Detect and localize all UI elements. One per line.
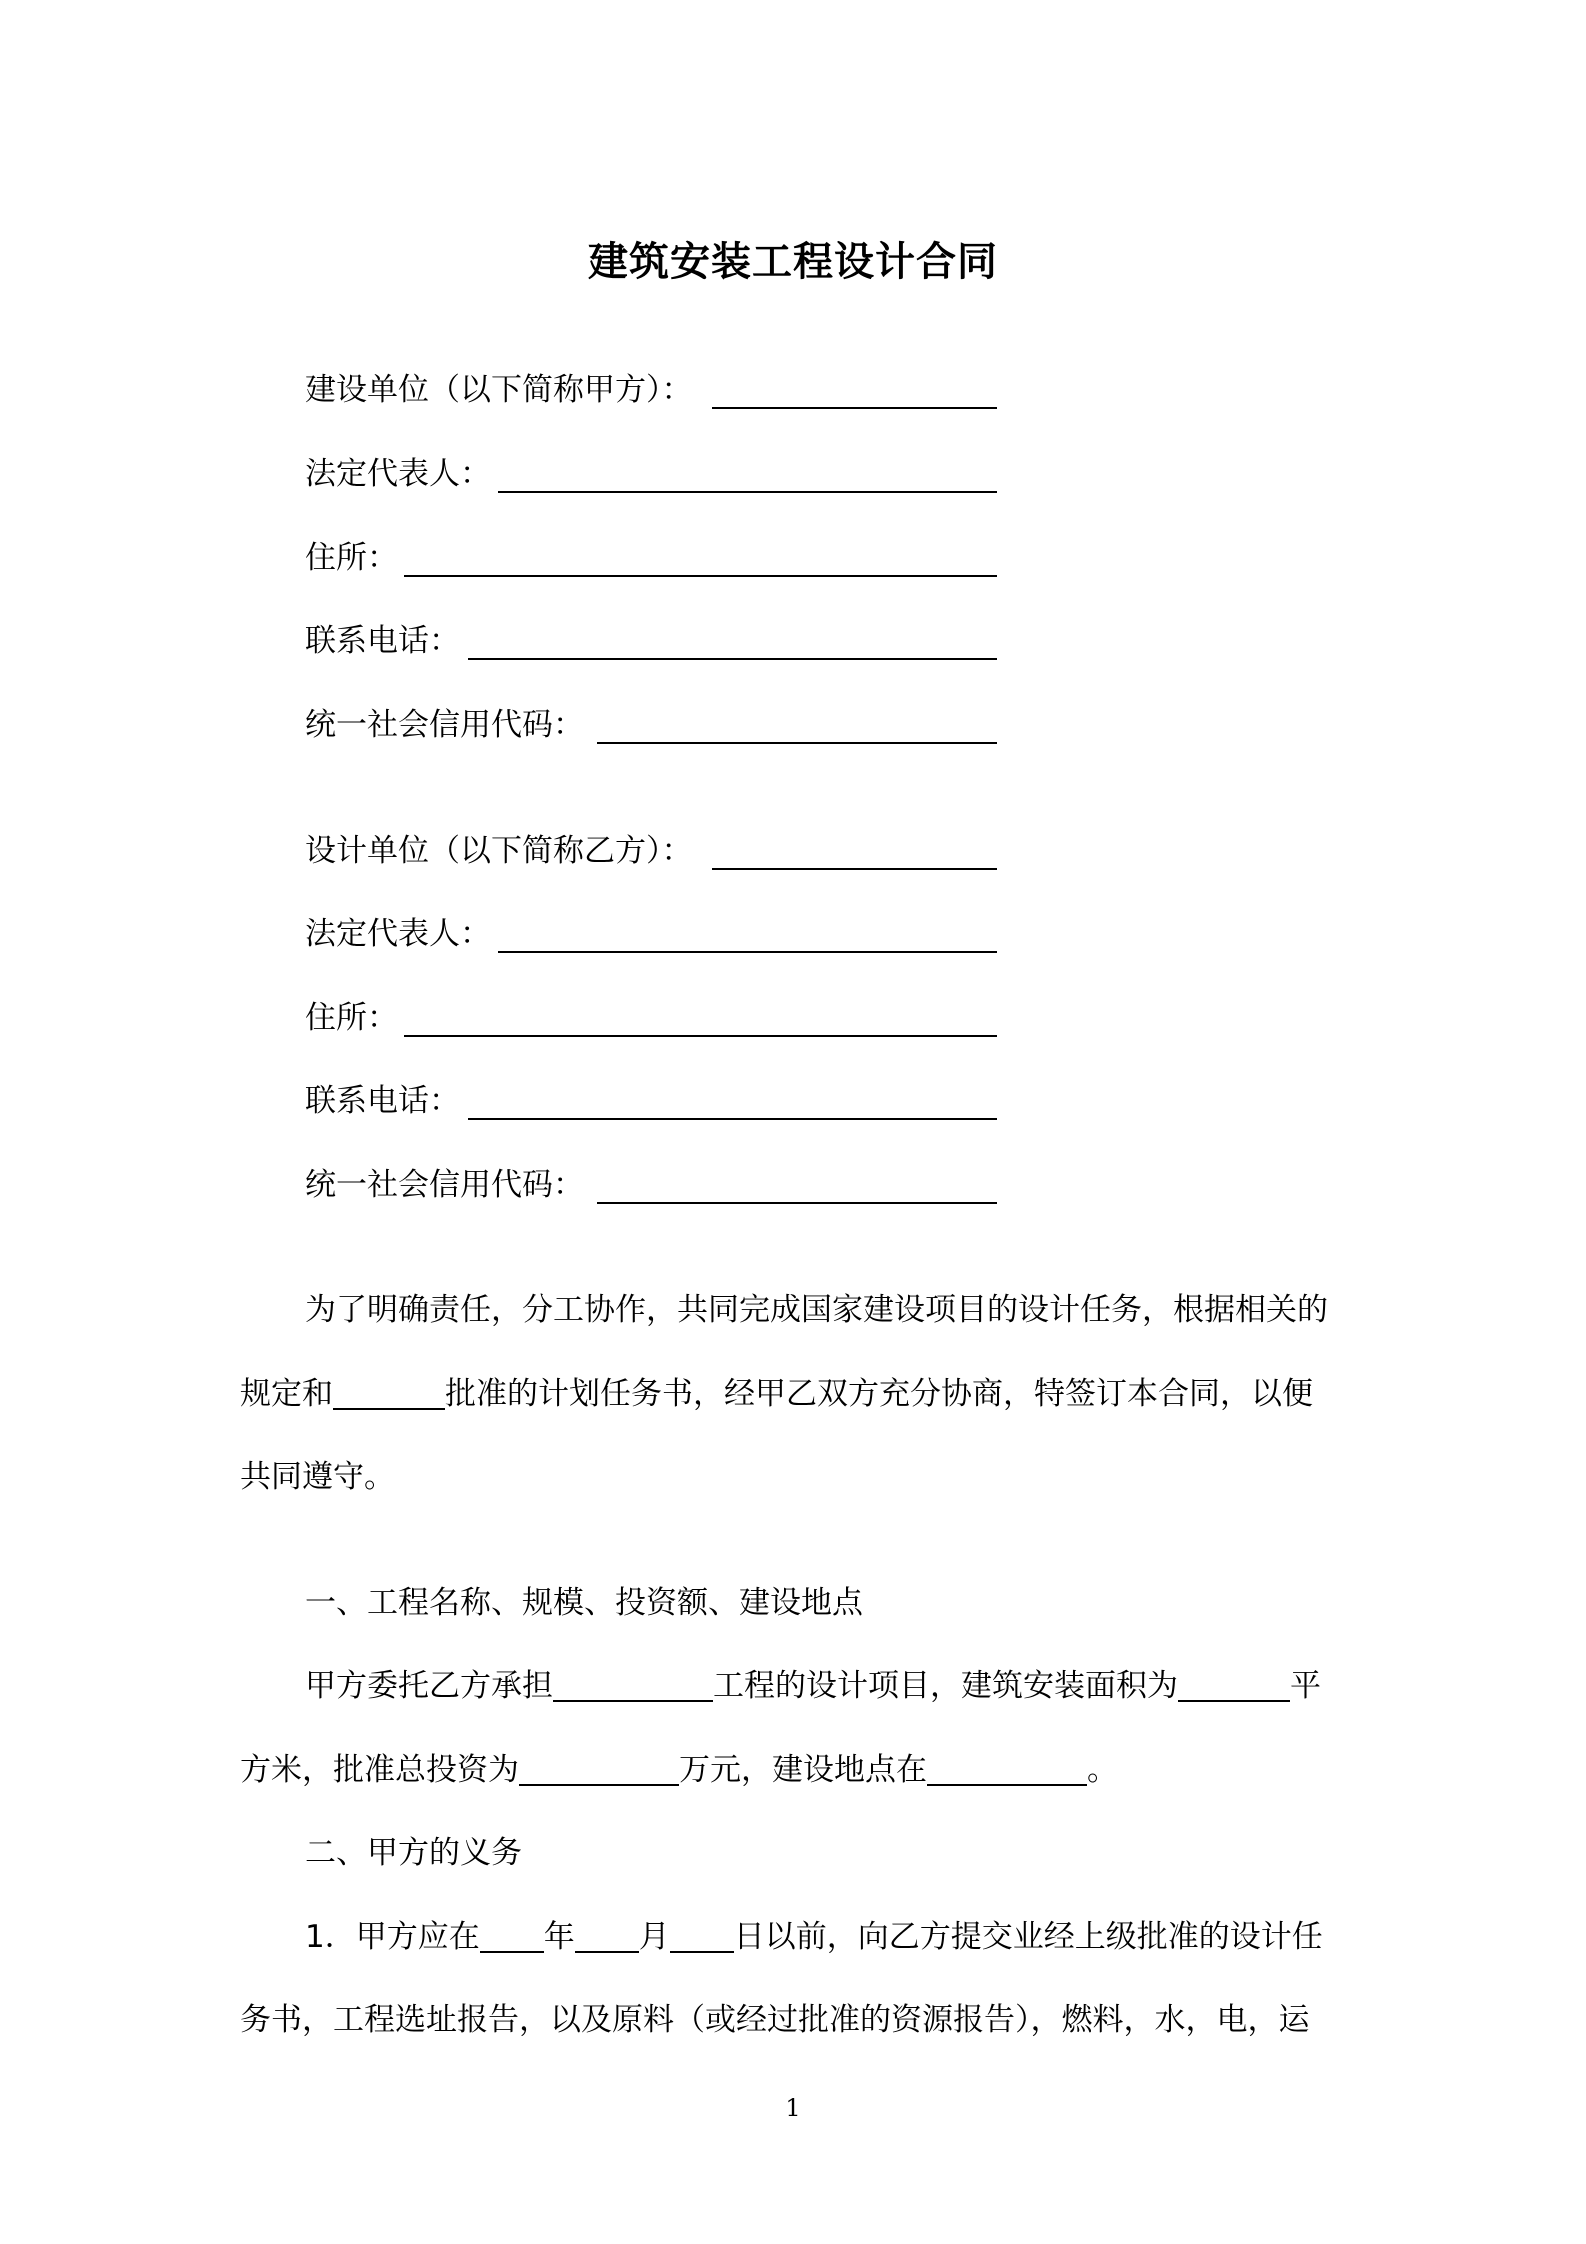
party-a-phone-field (305, 616, 1005, 666)
party-b-address-blank[interactable] (404, 1035, 997, 1037)
section-2-item-1 (305, 1912, 1323, 1962)
party-a-address-blank[interactable] (404, 575, 997, 577)
preamble-line-3: 共同遵守。 (240, 1459, 395, 1495)
party-a-credit-code-field (305, 700, 1005, 750)
party-b-rep-label: 法定代表人： (305, 916, 491, 952)
party-a-unit-field (305, 365, 1005, 415)
section-1-heading: 一、工程名称、规模、投资额、建设地点 (305, 1585, 863, 1621)
investment-blank[interactable] (519, 1750, 679, 1786)
section-1-line-2 (240, 1745, 1118, 1795)
party-b-address-label: 住所： (305, 1000, 398, 1036)
party-b-rep-field (305, 909, 1005, 959)
party-b-phone-label: 联系电话： (305, 1083, 460, 1119)
section-1-line-1-middle: 工程的设计项目，建筑安装面积为 (713, 1668, 1178, 1704)
preamble-line-2-start: 规定和 (240, 1376, 333, 1412)
party-b-phone-blank[interactable] (468, 1118, 997, 1120)
location-blank[interactable] (927, 1750, 1087, 1786)
party-a-credit-code-blank[interactable] (597, 742, 997, 744)
party-b-unit-blank[interactable] (712, 868, 997, 870)
section-1-line-2-start: 方米，批准总投资为 (240, 1752, 519, 1788)
section-1-line-1-start: 甲方委托乙方承担 (305, 1668, 553, 1704)
party-b-rep-blank[interactable] (498, 951, 997, 953)
section-1-line-1-end: 平 (1290, 1668, 1321, 1704)
party-a-address-field (305, 533, 1005, 583)
preamble-line-2-end: 批准的计划任务书，经甲乙双方充分协商，特签订本合同，以便 (445, 1376, 1313, 1412)
party-b-unit-label: 设计单位（以下简称乙方）： (305, 833, 693, 869)
section-1-line-1 (305, 1661, 1321, 1711)
project-name-blank[interactable] (553, 1666, 713, 1702)
month-label: 月 (638, 1919, 670, 1955)
area-blank[interactable] (1178, 1666, 1290, 1702)
party-b-address-field (305, 993, 1005, 1043)
party-a-credit-code-label: 统一社会信用代码： (305, 707, 584, 743)
preamble-line-2 (240, 1369, 1313, 1419)
section-2-item-1-line-2: 务书，工程选址报告，以及原料（或经过批准的资源报告），燃料，水，电，运 (240, 2002, 1310, 2038)
section-2-item-1-start: 1．甲方应在 (305, 1919, 480, 1955)
year-label: 年 (543, 1919, 575, 1955)
party-b-credit-code-blank[interactable] (597, 1202, 997, 1204)
party-a-unit-label: 建设单位（以下简称甲方）： (305, 372, 693, 408)
party-a-address-label: 住所： (305, 540, 398, 576)
party-a-rep-label: 法定代表人： (305, 456, 491, 492)
party-b-unit-field (305, 826, 1005, 876)
year-blank[interactable] (480, 1917, 544, 1953)
section-2-item-1-end: 日以前，向乙方提交业经上级批准的设计任 (733, 1919, 1323, 1955)
month-blank[interactable] (575, 1917, 639, 1953)
section-1-line-2-middle: 万元，建设地点在 (679, 1752, 927, 1788)
section-2-heading: 二、甲方的义务 (305, 1835, 522, 1871)
section-1-line-2-end: 。 (1087, 1752, 1118, 1788)
party-a-rep-field (305, 449, 1005, 499)
page-number: 1 (785, 2094, 801, 2122)
page-title: 建筑安装工程设计合同 (588, 239, 998, 285)
preamble-line-1: 为了明确责任，分工协作，共同完成国家建设项目的设计任务，根据相关的 (305, 1292, 1328, 1328)
party-b-phone-field (305, 1076, 1005, 1126)
day-blank[interactable] (670, 1917, 734, 1953)
party-a-phone-label: 联系电话： (305, 623, 460, 659)
party-b-credit-code-label: 统一社会信用代码： (305, 1167, 584, 1203)
approval-authority-blank[interactable] (333, 1374, 445, 1410)
party-b-credit-code-field (305, 1160, 1005, 1210)
party-a-rep-blank[interactable] (498, 491, 997, 493)
party-a-phone-blank[interactable] (468, 658, 997, 660)
party-a-unit-blank[interactable] (712, 407, 997, 409)
